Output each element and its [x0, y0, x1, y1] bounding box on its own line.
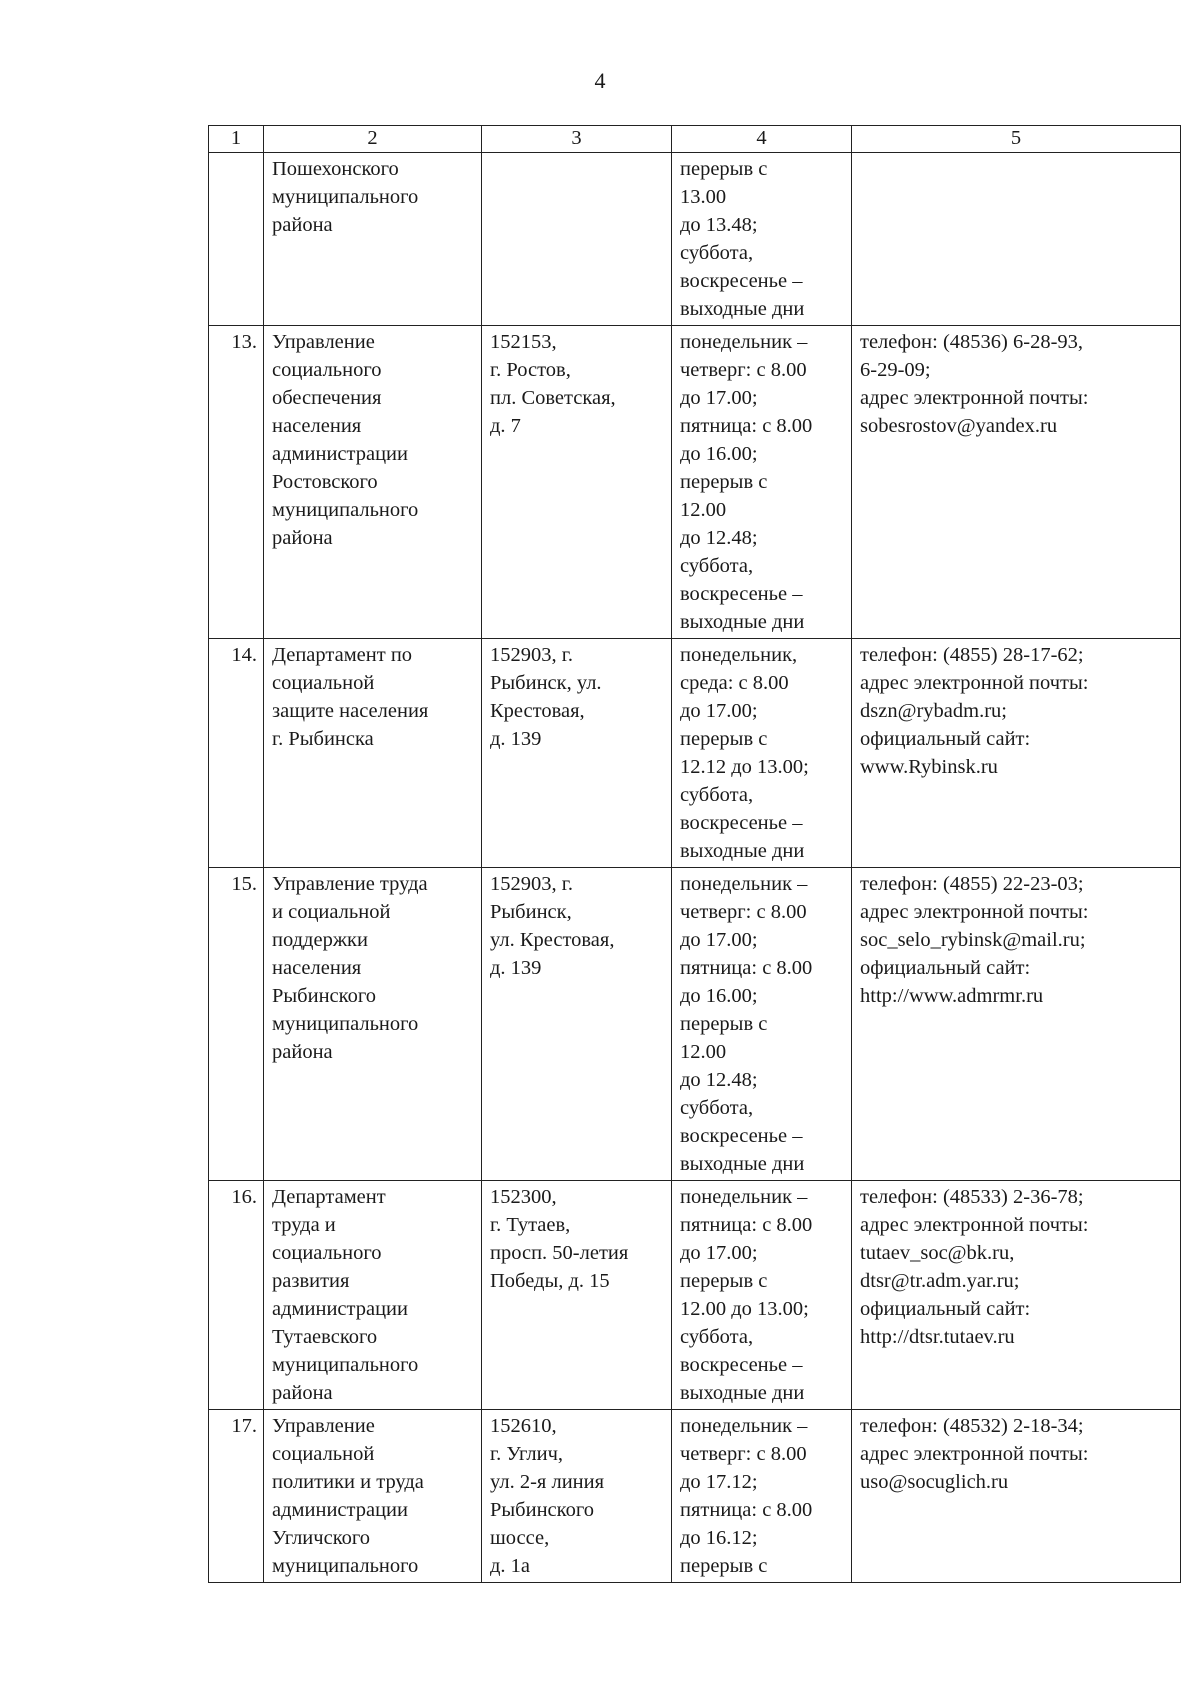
row-number: 16.	[209, 1181, 264, 1410]
organization-name: Департамент труда и социального развития администрации Тутаевского муниципального района	[264, 1181, 482, 1410]
row-number: 14.	[209, 639, 264, 868]
column-header-1: 1	[209, 126, 264, 153]
working-hours: понедельник – четверг: с 8.00 до 17.12; пятница: с 8.00 до 16.12; перерыв с	[672, 1410, 852, 1583]
organization-name: Пошехонского муниципального района	[264, 153, 482, 326]
column-header-4: 4	[672, 126, 852, 153]
contact-info: телефон: (48536) 6-28-93, 6-29-09; адрес электронной почты: sobesrostov@yandex.ru	[852, 326, 1181, 639]
table-row	[209, 1181, 1181, 1410]
page-number: 4	[594, 68, 606, 93]
organization-name: Управление труда и социальной поддержки населения Рыбинского муниципального района	[264, 868, 482, 1181]
postal-address: 152300, г. Тутаев, просп. 50-летия Победы, д. 15	[482, 1181, 672, 1410]
row-number: 13.	[209, 326, 264, 639]
table-row	[209, 326, 1181, 639]
table-header-row	[209, 126, 1181, 153]
working-hours: перерыв с 13.00 до 13.48; суббота, воскресенье – выходные дни	[672, 153, 852, 326]
organization-name: Управление социальной политики и труда администрации Угличского муниципального	[264, 1410, 482, 1583]
table-row	[209, 153, 1181, 326]
contact-info	[852, 153, 1181, 326]
column-header-2: 2	[264, 126, 482, 153]
working-hours: понедельник – пятница: с 8.00 до 17.00; перерыв с 12.00 до 13.00; суббота, воскресенье – выходные дни	[672, 1181, 852, 1410]
row-number: 17.	[209, 1410, 264, 1583]
contact-info: телефон: (4855) 22-23-03; адрес электронной почты: soc_selo_rybinsk@mail.ru; официальный сайт: http://www.admrmr.ru	[852, 868, 1181, 1181]
postal-address: 152153, г. Ростов, пл. Советская, д. 7	[482, 326, 672, 639]
contact-info: телефон: (48533) 2-36-78; адрес электронной почты: tutaev_soc@bk.ru, dtsr@tr.adm.yar.ru; официальный сайт: http://dtsr.tutaev.ru	[852, 1181, 1181, 1410]
contact-info: телефон: (4855) 28-17-62; адрес электронной почты: dszn@rybadm.ru; официальный сайт: www.Rybinsk.ru	[852, 639, 1181, 868]
postal-address: 152903, г. Рыбинск, ул. Крестовая, д. 139	[482, 868, 672, 1181]
registry-table	[208, 125, 1181, 1583]
row-number	[209, 153, 264, 326]
column-header-3: 3	[482, 126, 672, 153]
organization-name: Управление социального обеспечения населения администрации Ростовского муниципального района	[264, 326, 482, 639]
contact-info: телефон: (48532) 2-18-34; адрес электронной почты: uso@socuglich.ru	[852, 1410, 1181, 1583]
row-number: 15.	[209, 868, 264, 1181]
working-hours: понедельник – четверг: с 8.00 до 17.00; пятница: с 8.00 до 16.00; перерыв с 12.00 до 12.48; суббота, воскресенье – выходные дни	[672, 868, 852, 1181]
working-hours: понедельник – четверг: с 8.00 до 17.00; пятница: с 8.00 до 16.00; перерыв с 12.00 до 12.48; суббота, воскресенье – выходные дни	[672, 326, 852, 639]
postal-address: 152610, г. Углич, ул. 2-я линия Рыбинского шоссе, д. 1а	[482, 1410, 672, 1583]
table-row	[209, 639, 1181, 868]
table-row	[209, 868, 1181, 1181]
working-hours: понедельник, среда: с 8.00 до 17.00; перерыв с 12.12 до 13.00; суббота, воскресенье – выходные дни	[672, 639, 852, 868]
column-header-5: 5	[852, 126, 1181, 153]
table-row	[209, 1410, 1181, 1583]
organization-name: Департамент по социальной защите населения г. Рыбинска	[264, 639, 482, 868]
postal-address: 152903, г. Рыбинск, ул. Крестовая, д. 139	[482, 639, 672, 868]
postal-address	[482, 153, 672, 326]
